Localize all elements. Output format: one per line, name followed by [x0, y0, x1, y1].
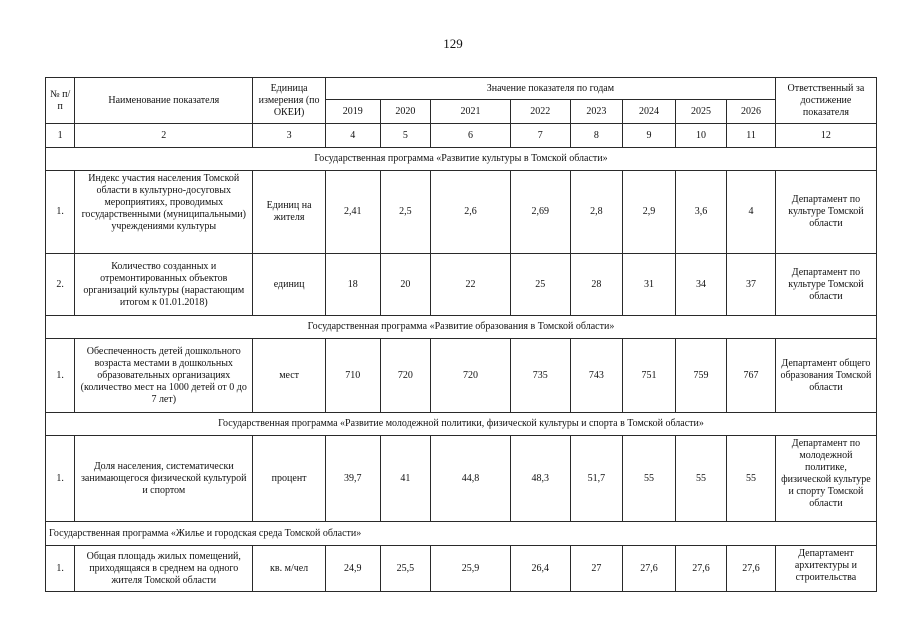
responsible-department: Департамент по культуре Томской области [775, 254, 876, 316]
col-resp-header: Ответственный за достижение показателя [775, 78, 876, 124]
year-header: 2020 [380, 100, 431, 124]
column-number: 11 [727, 124, 776, 148]
indicator-value: 48,3 [510, 436, 570, 522]
program-title-row [46, 316, 877, 339]
indicator-value: 4 [727, 171, 776, 254]
indicator-name: Доля населения, систематически занимающегося физической культурой и спортом [75, 436, 253, 522]
row-number: 1. [46, 546, 75, 592]
indicator-value: 31 [623, 254, 676, 316]
indicator-value: 2,8 [570, 171, 623, 254]
indicator-name: Общая площадь жилых помещений, приходящаяся в среднем на одного жителя Томской области [75, 546, 253, 592]
column-number: 2 [75, 124, 253, 148]
table-row [46, 436, 877, 522]
col-values-header: Значение показателя по годам [326, 78, 776, 100]
indicator-value: 2,41 [326, 171, 381, 254]
program-title-row [46, 522, 877, 546]
indicator-value: 39,7 [326, 436, 381, 522]
program-title: Государственная программа «Развитие образования в Томской области» [46, 316, 877, 339]
indicator-value: 25 [510, 254, 570, 316]
indicator-value: 25,9 [431, 546, 511, 592]
indicator-value: 2,69 [510, 171, 570, 254]
indicator-value: 3,6 [675, 171, 727, 254]
indicator-unit: Единиц на жителя [253, 171, 326, 254]
indicator-value: 759 [675, 339, 727, 413]
column-number-row [46, 124, 877, 148]
indicator-value: 2,6 [431, 171, 511, 254]
table-row [46, 339, 877, 413]
column-number: 6 [431, 124, 511, 148]
indicator-value: 720 [431, 339, 511, 413]
indicator-value: 767 [727, 339, 776, 413]
indicator-value: 710 [326, 339, 381, 413]
indicator-unit: мест [253, 339, 326, 413]
row-number: 1. [46, 171, 75, 254]
indicators-table [45, 77, 877, 592]
table-row [46, 171, 877, 254]
page-number: 129 [443, 36, 463, 51]
responsible-department: Департамент по молодежной политике, физической культуре и спорту Томской области [775, 436, 876, 522]
responsible-department: Департамент общего образования Томской области [775, 339, 876, 413]
column-number: 10 [675, 124, 727, 148]
program-title: Государственная программа «Развитие молодежной политики, физической культуры и спорта в Томской области» [46, 413, 877, 436]
indicator-value: 22 [431, 254, 511, 316]
col-unit-header: Единица измерения (по ОКЕИ) [253, 78, 326, 124]
indicator-unit: кв. м/чел [253, 546, 326, 592]
indicator-value: 25,5 [380, 546, 431, 592]
row-number: 2. [46, 254, 75, 316]
table-row [46, 546, 877, 592]
indicator-value: 51,7 [570, 436, 623, 522]
column-number: 1 [46, 124, 75, 148]
indicator-value: 55 [727, 436, 776, 522]
indicator-value: 743 [570, 339, 623, 413]
indicator-unit: процент [253, 436, 326, 522]
indicator-value: 24,9 [326, 546, 381, 592]
column-number: 9 [623, 124, 676, 148]
indicator-value: 735 [510, 339, 570, 413]
indicator-value: 2,9 [623, 171, 676, 254]
responsible-department: Департамент архитектуры и строительства [775, 546, 876, 592]
indicator-value: 720 [380, 339, 431, 413]
indicator-value: 27,6 [675, 546, 727, 592]
indicator-name: Количество созданных и отремонтированных объектов организаций культуры (нарастающим итогом к 01.01.2018) [75, 254, 253, 316]
indicator-value: 34 [675, 254, 727, 316]
year-header: 2023 [570, 100, 623, 124]
indicator-name: Индекс участия населения Томской области в культурно-досуговых мероприятиях, проводимых государственными (муниципальными) учреждениями культуры [75, 171, 253, 254]
indicator-value: 751 [623, 339, 676, 413]
indicator-value: 44,8 [431, 436, 511, 522]
table-row [46, 254, 877, 316]
responsible-department: Департамент по культуре Томской области [775, 171, 876, 254]
indicator-unit: единиц [253, 254, 326, 316]
indicator-value: 55 [675, 436, 727, 522]
row-number: 1. [46, 436, 75, 522]
header-row-1 [46, 78, 877, 100]
indicator-value: 27,6 [623, 546, 676, 592]
column-number: 3 [253, 124, 326, 148]
program-title: Государственная программа «Жилье и городская среда Томской области» [46, 522, 877, 546]
indicator-value: 27,6 [727, 546, 776, 592]
column-number: 4 [326, 124, 381, 148]
indicator-value: 41 [380, 436, 431, 522]
year-header: 2022 [510, 100, 570, 124]
column-number: 8 [570, 124, 623, 148]
indicator-value: 18 [326, 254, 381, 316]
indicator-value: 27 [570, 546, 623, 592]
indicator-value: 26,4 [510, 546, 570, 592]
column-number: 5 [380, 124, 431, 148]
year-header: 2026 [727, 100, 776, 124]
indicator-name: Обеспеченность детей дошкольного возраста местами в дошкольных образовательных организациях (количество мест на 1000 детей от 0 до 7 лет) [75, 339, 253, 413]
year-header: 2019 [326, 100, 381, 124]
program-title-row [46, 148, 877, 171]
year-header: 2024 [623, 100, 676, 124]
program-title: Государственная программа «Развитие культуры в Томской области» [46, 148, 877, 171]
col-name-header: Наименование показателя [75, 78, 253, 124]
column-number: 7 [510, 124, 570, 148]
indicator-value: 55 [623, 436, 676, 522]
col-num-header: № п/п [46, 78, 75, 124]
column-number: 12 [775, 124, 876, 148]
indicator-value: 28 [570, 254, 623, 316]
row-number: 1. [46, 339, 75, 413]
indicator-value: 2,5 [380, 171, 431, 254]
year-header: 2025 [675, 100, 727, 124]
indicator-value: 37 [727, 254, 776, 316]
year-header: 2021 [431, 100, 511, 124]
indicator-value: 20 [380, 254, 431, 316]
program-title-row [46, 413, 877, 436]
